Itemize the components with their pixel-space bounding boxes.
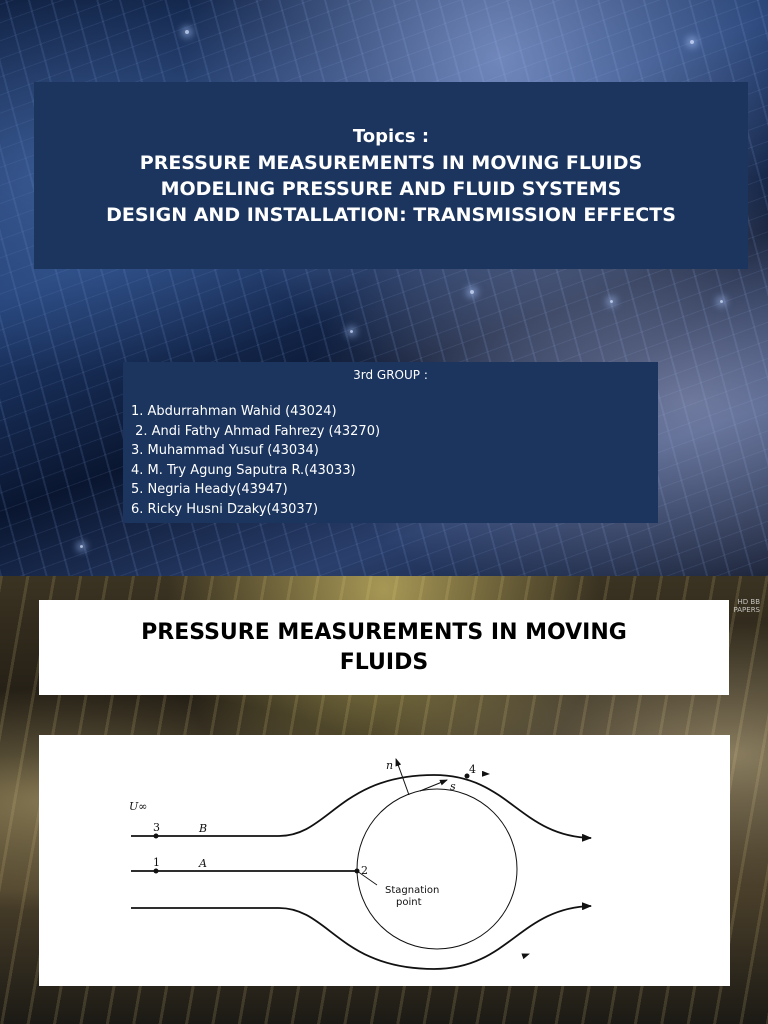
point-1 bbox=[154, 869, 159, 874]
member-item: 4. M. Try Agung Saputra R.(43033) bbox=[131, 462, 356, 478]
group-title: 3rd GROUP : bbox=[353, 368, 428, 382]
free-stream-label: U∞ bbox=[129, 800, 148, 813]
member-item: 6. Ricky Husni Dzaky(43037) bbox=[131, 501, 319, 517]
streamline-label-a: A bbox=[199, 857, 207, 870]
point-2 bbox=[355, 869, 360, 874]
point-label-1: 1 bbox=[153, 856, 160, 869]
heading-line: PRESSURE MEASUREMENTS IN MOVING bbox=[141, 619, 627, 645]
light-spark bbox=[185, 30, 189, 34]
member-item: 3. Muhammad Yusuf (43034) bbox=[131, 443, 319, 459]
streamline-label-b: B bbox=[199, 822, 208, 835]
light-spark bbox=[470, 290, 474, 294]
streamline-bottom-arrow bbox=[509, 954, 529, 961]
normal-label: n bbox=[386, 759, 394, 772]
group-box bbox=[123, 362, 658, 523]
topics-box bbox=[34, 82, 748, 269]
light-spark bbox=[720, 300, 723, 303]
light-spark bbox=[610, 300, 613, 303]
stagnation-label: Stagnation bbox=[385, 885, 440, 896]
tangent-label: s bbox=[450, 780, 456, 793]
light-spark bbox=[80, 545, 83, 548]
light-spark bbox=[690, 40, 694, 44]
member-list bbox=[123, 394, 658, 520]
streamline-bottom bbox=[131, 906, 591, 969]
light-spark bbox=[350, 330, 353, 333]
heading-line: FLUIDS bbox=[339, 649, 429, 675]
stagnation-label: point bbox=[396, 897, 422, 908]
point-label-2: 2 bbox=[361, 864, 368, 877]
wallpaper-watermark: HD BB PAPERS bbox=[733, 598, 760, 614]
topics-label: Topics : bbox=[352, 125, 430, 147]
point-3 bbox=[154, 834, 159, 839]
slide-heading bbox=[39, 600, 729, 695]
point-label-4: 4 bbox=[469, 763, 476, 776]
slide-pressure-measurements bbox=[0, 576, 768, 1024]
topic-line: DESIGN AND INSTALLATION: TRANSMISSION EFFECTS bbox=[106, 203, 676, 226]
topic-line: PRESSURE MEASUREMENTS IN MOVING FLUIDS bbox=[139, 151, 643, 174]
member-item: 1. Abdurrahman Wahid (43024) bbox=[131, 404, 337, 419]
member-item: 2. Andi Fathy Ahmad Fahrezy (43270) bbox=[131, 423, 381, 439]
flow-around-cylinder-diagram bbox=[39, 735, 730, 986]
topic-line: MODELING PRESSURE AND FLUID SYSTEMS bbox=[160, 177, 622, 200]
cylinder-outline bbox=[357, 789, 517, 949]
flow-diagram bbox=[39, 735, 730, 986]
point-label-3: 3 bbox=[153, 821, 160, 834]
member-item: 5. Negria Heady(43947) bbox=[131, 482, 288, 498]
